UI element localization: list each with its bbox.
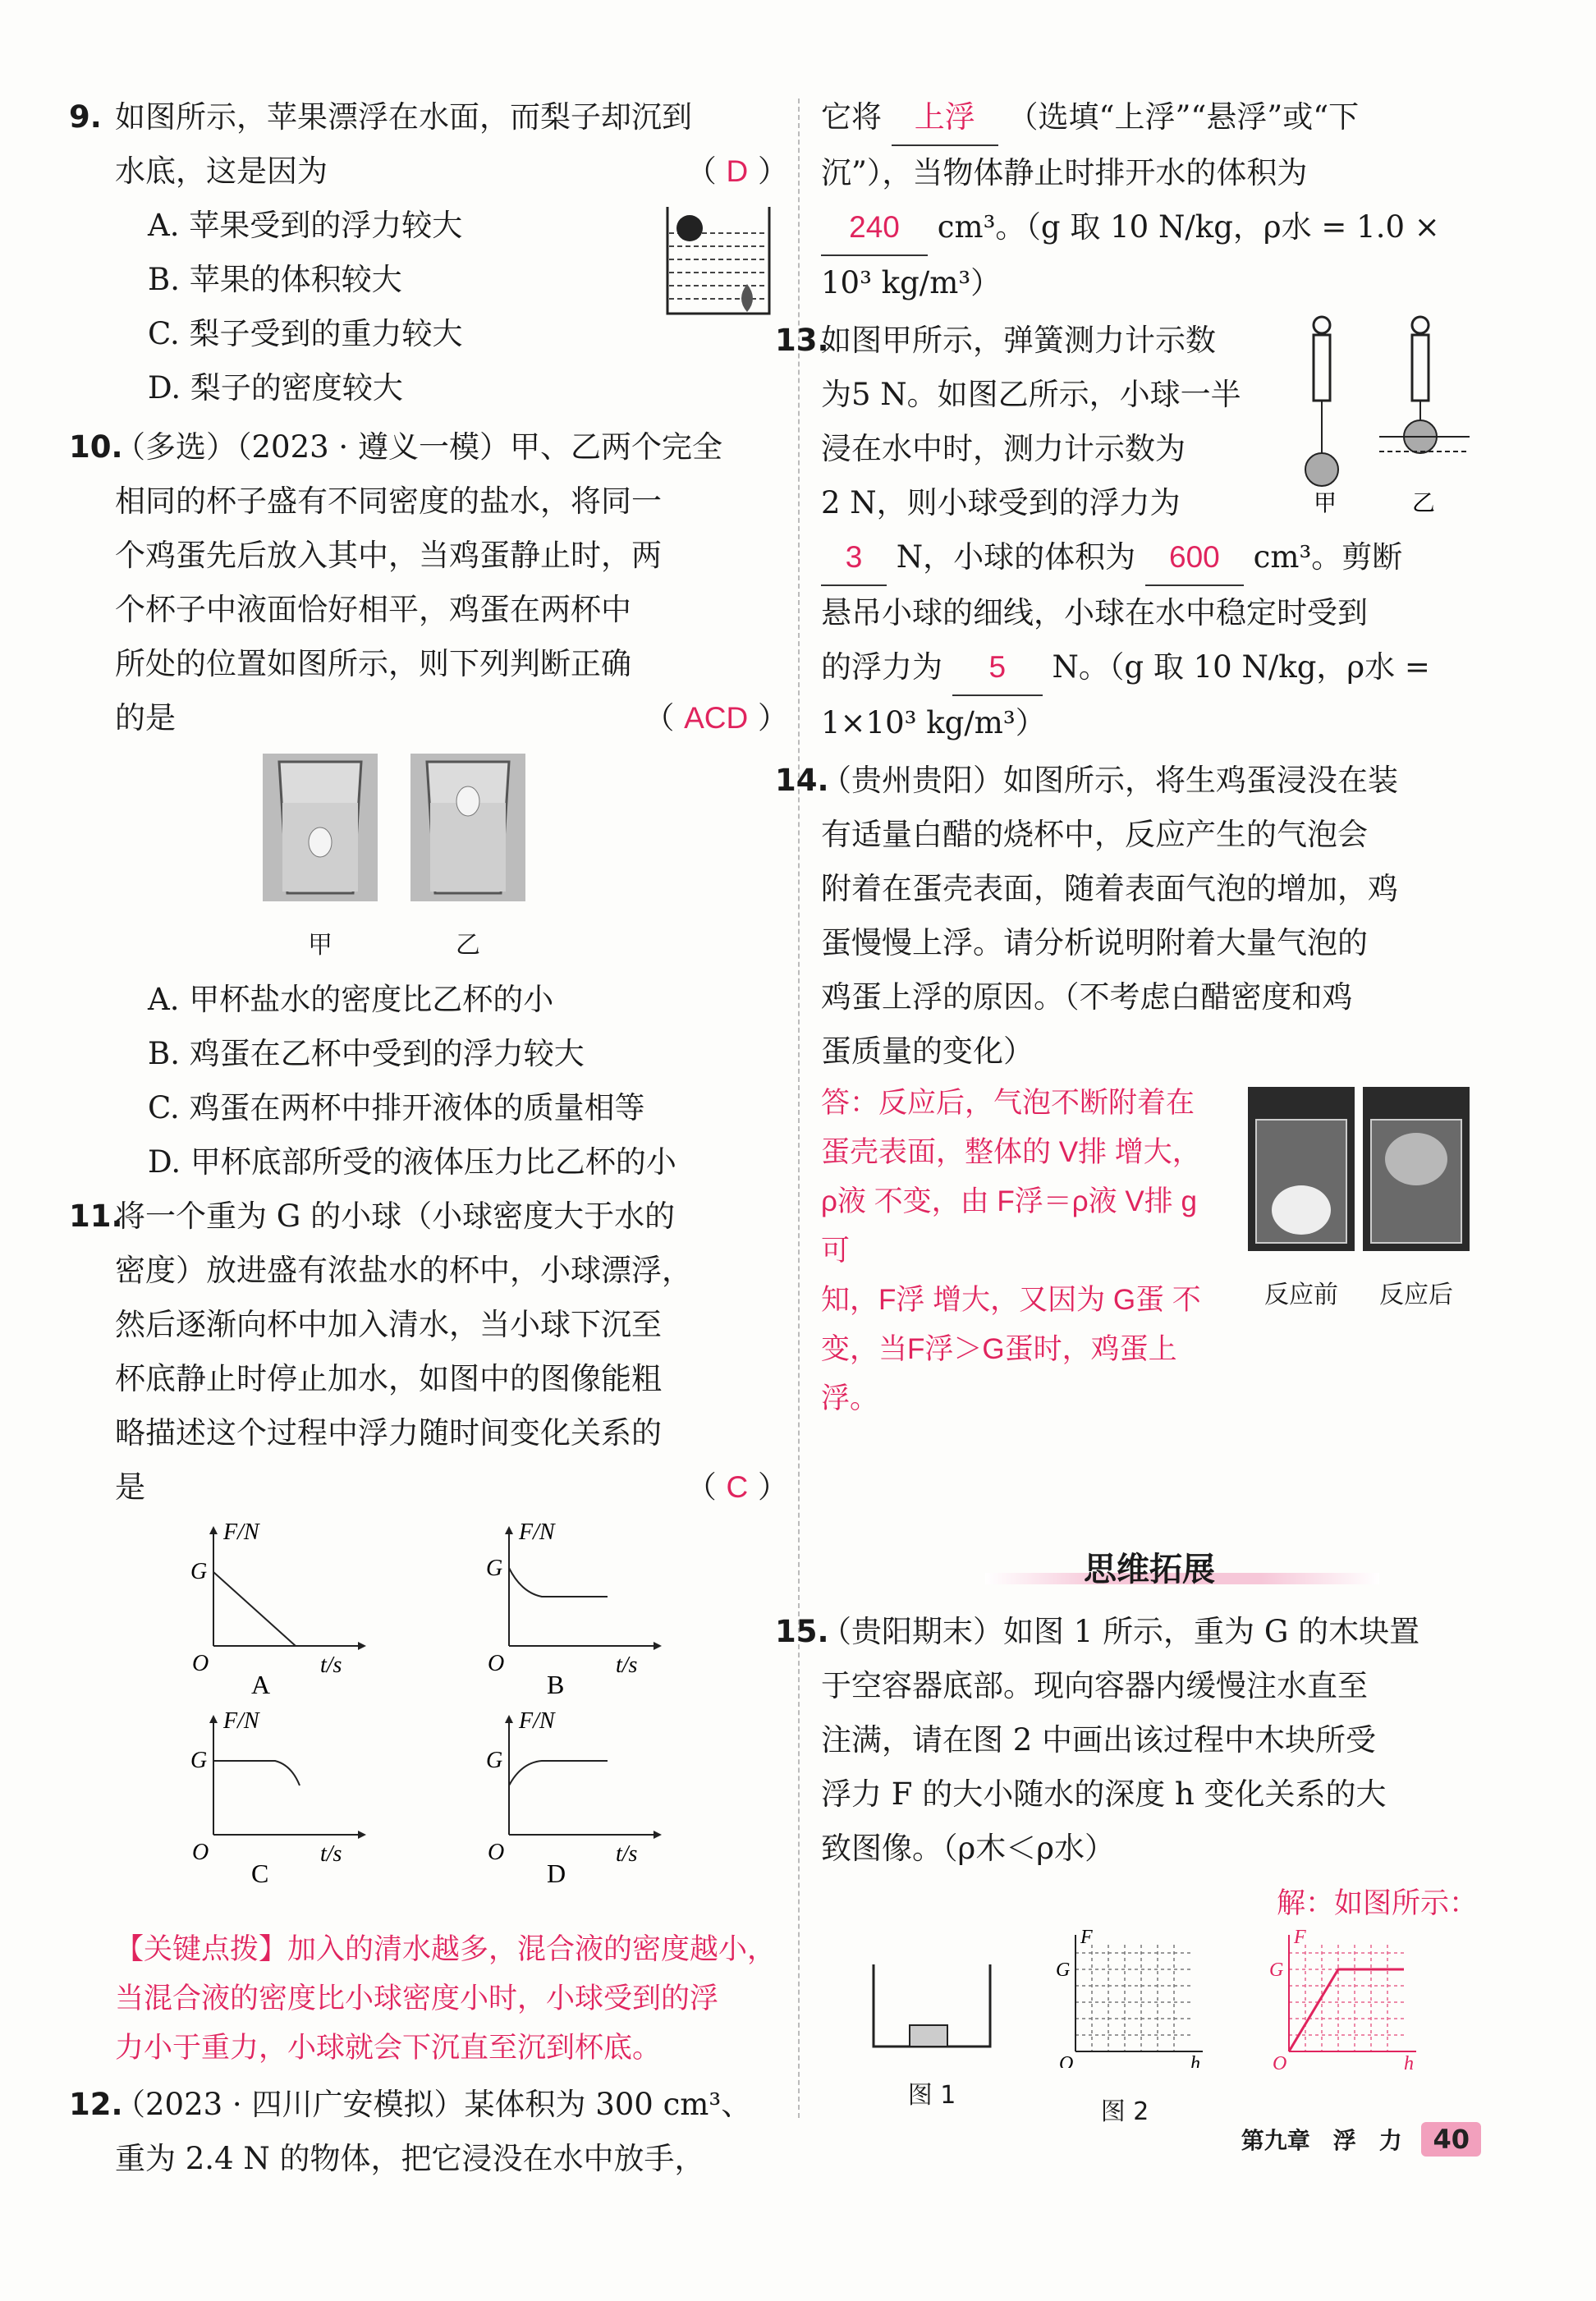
q13-fig-label-jia: 甲	[1314, 491, 1337, 516]
q11-answer: C	[726, 1470, 749, 1504]
q10-answer-paren: （ ACD ）	[644, 700, 788, 736]
q11-answer-paren: （ C ）	[686, 1469, 788, 1505]
q12-line-4: 沉”），当物体静止时排开水的体积为	[821, 155, 1308, 190]
graph-a-xlabel: t/s	[320, 1652, 342, 1678]
q13-stem-4: 2 N，则小球受到的浮力为	[821, 485, 1181, 520]
q10-option-d: D. 甲杯底部所受的液体压力比乙杯的小	[148, 1144, 676, 1180]
graph-b-name: B	[547, 1670, 565, 1695]
q14-figure-after	[1363, 1087, 1470, 1322]
q14-label-before: 反应前	[1264, 1281, 1338, 1309]
q10-option-a: A. 甲杯盐水的密度比乙杯的小	[148, 982, 554, 1017]
q13-fig-label-yi: 乙	[1412, 491, 1436, 516]
q11-graphs	[181, 1515, 788, 1925]
graph-c-xlabel: t/s	[320, 1841, 342, 1867]
q11-stem-2: 密度）放进盛有浓盐水的杯中，小球漂浮，	[115, 1253, 692, 1288]
q11-tip-1: 【关键点拨】加入的清水越多，混合液的密度越小，	[115, 1933, 777, 1965]
q11-stem-5: 略描述这个过程中浮力随时间变化关系的	[115, 1415, 662, 1451]
q13-stem-8: 1×10³ kg/m³）	[821, 705, 1046, 740]
q13-stem-7: 的浮力为 5 N。（g 取 10 N/kg，ρ水 =	[821, 640, 1478, 696]
q15-solution-graph	[1256, 1928, 1420, 2093]
q14-answer-2: 蛋壳表面，整体的 V排 增大，	[821, 1136, 1201, 1168]
q10-option-c: C. 鸡蛋在两杯中排开液体的质量相等	[148, 1090, 645, 1125]
q13-blank-2: 600	[1145, 530, 1244, 586]
q9-option-b: B. 苹果的体积较大	[148, 262, 402, 297]
q11-tip-2: 当混合液的密度比小球密度小时，小球受到的浮	[115, 1982, 719, 2015]
graph-a	[181, 1515, 394, 1695]
question-15	[775, 1605, 1478, 2126]
q14-stem-5: 鸡蛋上浮的原因。（不考虑白醋密度和鸡	[821, 979, 1353, 1015]
q14-stem-4: 蛋慢慢上浮。请分析说明附着大量气泡的	[821, 925, 1368, 960]
q14-answer-5: 变，当F浮＞G蛋时，鸡蛋上浮。	[821, 1333, 1177, 1414]
q13-blank-3: 5	[952, 640, 1043, 696]
q12-blank-2: 240	[821, 200, 928, 256]
q12-line-5: 240 cm³。（g 取 10 N/kg，ρ水 = 1.0 ×	[821, 200, 1478, 256]
q12-stem-1: （2023 · 四川广安模拟）某体积为 300 cm³、	[115, 2087, 752, 2122]
q14-answer-3: ρ液 不变，由 F浮＝ρ液 V排 g 可	[821, 1185, 1197, 1267]
q13-stem-5: 3 N，小球的体积为 600 cm³。剪断	[821, 530, 1478, 586]
q9-option-c: C. 梨子受到的重力较大	[148, 316, 463, 351]
graph-c-name: C	[251, 1859, 269, 1884]
q14-stem-3: 附着在蛋壳表面，随着表面气泡的增加，鸡	[821, 871, 1398, 906]
q9-stem-2: 水底，这是因为 （ D ）	[115, 144, 788, 199]
q15-number: 15.	[775, 1614, 829, 1649]
q11-stem-3: 然后逐渐向杯中加入清水，当小球下沉至	[115, 1307, 662, 1342]
q15-sol-origin: O	[1273, 2053, 1287, 2074]
q15-stem-3: 注满，请在图 2 中画出该过程中木块所受	[821, 1722, 1377, 1758]
page-footer	[1241, 2122, 1481, 2157]
q10-stem-4: 个杯子中液面恰好相平，鸡蛋在两杯中	[115, 592, 631, 627]
question-10	[69, 420, 788, 1189]
graph-c	[181, 1703, 394, 1884]
q15-solution: 解：如图所示：	[1276, 1887, 1478, 1919]
cup-jia-label: 甲	[308, 931, 332, 960]
q15-stem-2: 于空容器底部。现向容器内缓慢注水直至	[821, 1668, 1368, 1703]
graph-a-origin: O	[192, 1651, 209, 1676]
q14-stem-2: 有适量白醋的烧杯中，反应产生的气泡会	[821, 817, 1368, 852]
q11-number: 11.	[69, 1199, 123, 1234]
footer-chapter: 第九章 浮 力	[1241, 2127, 1402, 2154]
right-column	[775, 90, 1478, 2126]
q14-stem-6: 蛋质量的变化）	[821, 1034, 1034, 1069]
q12-line-6: 10³ kg/m³）	[821, 265, 1002, 300]
graph-a-name: A	[251, 1670, 271, 1695]
q15-sol-g: G	[1269, 1960, 1284, 1981]
q11-tip-3: 力小于重力，小球就会下沉直至沉到杯底。	[115, 2032, 662, 2064]
q9-stem-1: 如图所示，苹果漂浮在水面，而梨子却沉到	[115, 99, 692, 135]
q14-figure-before	[1248, 1087, 1355, 1322]
graph-b-g: G	[486, 1556, 503, 1581]
cup-yi-image	[410, 754, 525, 901]
cup-jia-image	[263, 754, 378, 901]
q15-fig2-ylabel: F	[1080, 1928, 1093, 1948]
q15-fig2-xlabel: h	[1190, 2053, 1200, 2068]
graph-d	[476, 1703, 690, 1884]
q13-stem-1: 如图甲所示，弹簧测力计示数	[821, 323, 1216, 358]
graph-d-g: G	[486, 1748, 503, 1773]
section-header	[821, 1543, 1478, 1590]
graph-b-ylabel: F/N	[519, 1519, 555, 1545]
question-12-continued	[821, 90, 1478, 310]
graph-b-xlabel: t/s	[616, 1652, 638, 1678]
q13-blank-1: 3	[821, 530, 887, 586]
q15-stem-5: 致图像。（ρ木＜ρ水）	[821, 1831, 1116, 1866]
graph-a-ylabel: F/N	[223, 1519, 259, 1545]
q13-figure-spring-scale	[1297, 314, 1478, 535]
left-column	[69, 90, 788, 2186]
q10-stem-3: 个鸡蛋先后放入其中，当鸡蛋静止时，两	[115, 538, 662, 573]
graph-b	[476, 1515, 690, 1695]
q11-stem-1: 将一个重为 G 的小球（小球密度大于水的	[115, 1199, 676, 1234]
page-number: 40	[1421, 2122, 1481, 2157]
q12-line-3: 它将 上浮 （选填“上浮”“悬浮”或“下	[821, 90, 1478, 146]
cup-yi-label: 乙	[456, 931, 480, 960]
q15-figure-1	[870, 1961, 993, 2123]
graph-d-name: D	[547, 1859, 566, 1884]
question-12-start	[69, 2078, 788, 2186]
q15-fig2-origin: O	[1059, 2053, 1074, 2068]
q10-stem-1: （多选）（2023 · 遵义一模）甲、乙两个完全	[115, 429, 722, 465]
q14-stem-1: （贵州贵阳）如图所示，将生鸡蛋浸没在装	[821, 763, 1398, 798]
q9-answer-paren: （ D ）	[686, 154, 788, 189]
q10-stem-5: 所处的位置如图所示，则下列判断正确	[115, 646, 631, 681]
q10-stem-2: 相同的杯子盛有不同密度的盐水，将同一	[115, 484, 662, 519]
q13-stem-3: 浸在水中时，测力计示数为	[821, 431, 1186, 466]
graph-d-ylabel: F/N	[519, 1708, 555, 1734]
q14-number: 14.	[775, 763, 829, 798]
q15-sol-ylabel: F	[1294, 1928, 1306, 1948]
q15-fig2-g: G	[1056, 1960, 1071, 1981]
q9-number: 9.	[69, 99, 102, 135]
q15-fig2-label: 图 2	[1100, 2097, 1149, 2126]
q15-stem-4: 浮力 F 的大小随水的深度 h 变化关系的大	[821, 1776, 1387, 1812]
q15-sol-xlabel: h	[1404, 2053, 1414, 2074]
q13-stem-2: 为5 N。如图乙所示，小球一半	[821, 377, 1241, 412]
q9-figure-apple-pear	[661, 199, 776, 322]
graph-c-origin: O	[192, 1840, 209, 1865]
graph-d-xlabel: t/s	[616, 1841, 638, 1867]
q15-fig1-label: 图 1	[907, 2081, 956, 2110]
q13-number: 13.	[775, 323, 829, 358]
q14-answer-4: 知，F浮 增大，又因为 G蛋 不	[821, 1284, 1201, 1316]
q10-answer: ACD	[684, 701, 749, 735]
graph-c-g: G	[190, 1748, 208, 1773]
q10-option-b: B. 鸡蛋在乙杯中受到的浮力较大	[148, 1036, 585, 1071]
graph-d-origin: O	[488, 1840, 505, 1865]
q10-number: 10.	[69, 429, 123, 465]
q13-stem-6: 悬吊小球的细线，小球在水中稳定时受到	[821, 595, 1368, 630]
question-14	[775, 754, 1478, 1414]
q12-number: 12.	[69, 2087, 123, 2122]
graph-b-origin: O	[488, 1651, 505, 1676]
q15-figure-2	[1043, 1928, 1207, 2139]
column-divider	[798, 99, 800, 2118]
section-title: 思维拓展	[1084, 1551, 1215, 1588]
q15-stem-1: （贵阳期末）如图 1 所示，重为 G 的木块置	[821, 1614, 1420, 1649]
graph-c-ylabel: F/N	[223, 1708, 259, 1734]
q10-figure-cups	[263, 754, 788, 973]
question-11	[69, 1189, 788, 2073]
graph-a-g: G	[190, 1559, 208, 1584]
q12-blank-1: 上浮	[892, 90, 998, 146]
q9-option-d: D. 梨子的密度较大	[148, 370, 403, 406]
q10-stem-6: 的是 （ ACD ）	[115, 691, 788, 745]
q11-stem-6: 是 （ C ）	[115, 1460, 788, 1515]
question-13	[775, 314, 1478, 750]
q14-answer-block	[821, 1079, 1215, 1423]
question-9	[69, 90, 788, 415]
q12-stem-2: 重为 2.4 N 的物体，把它浸没在水中放手，	[115, 2141, 705, 2176]
q9-option-a: A. 苹果受到的浮力较大	[148, 208, 463, 243]
q14-label-after: 反应后	[1379, 1281, 1453, 1309]
q9-answer: D	[726, 154, 749, 188]
q11-stem-4: 杯底静止时停止加水，如图中的图像能粗	[115, 1361, 662, 1396]
q14-answer-1: 答：反应后，气泡不断附着在	[821, 1087, 1195, 1119]
